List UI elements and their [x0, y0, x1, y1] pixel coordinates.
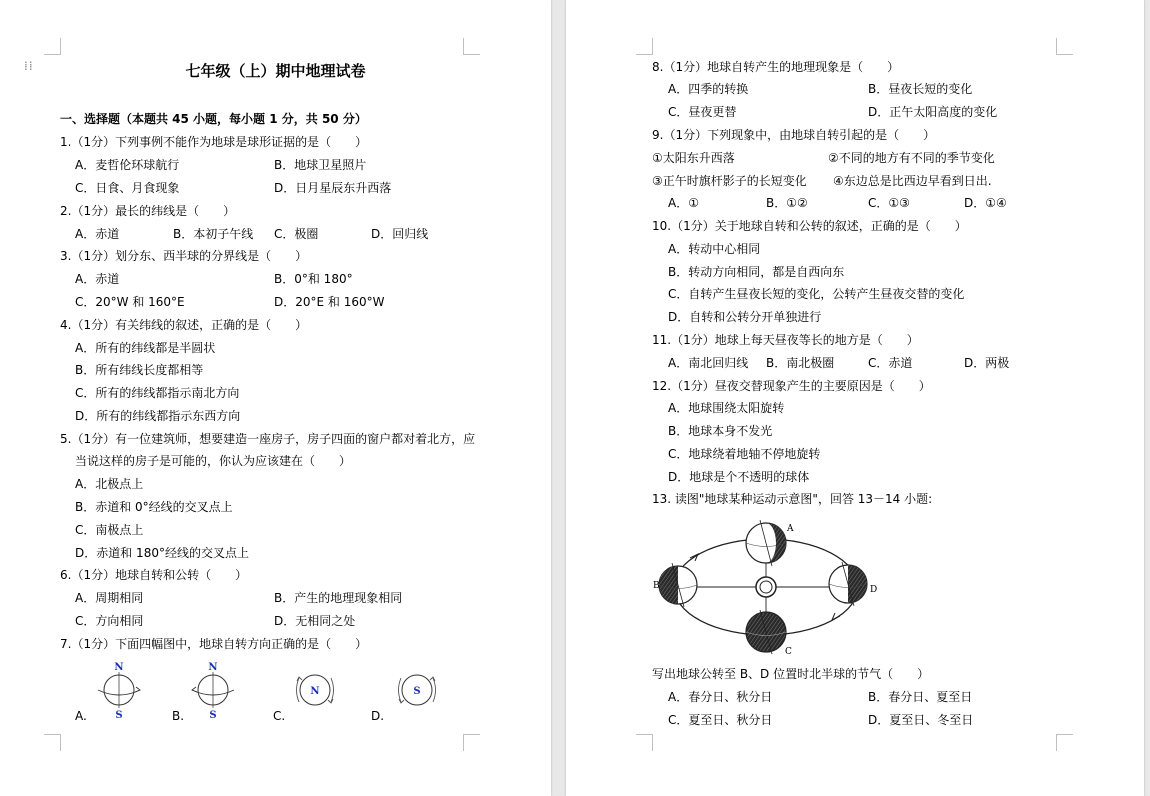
q9-option-d: D．①④ [964, 196, 1007, 210]
q3-option-a: A．赤道 [75, 272, 120, 286]
q7-figure-a [94, 660, 144, 720]
south-label: S [209, 710, 217, 720]
q5-option-d: D．赤道和 180°经线的交叉点上 [75, 546, 249, 560]
q5-option-b: B．赤道和 0°经线的交叉点上 [75, 500, 233, 514]
q6-option-b: B．产生的地理现象相同 [274, 591, 403, 605]
question-2-stem: 2.（1分）最长的纬线是（ ） [60, 204, 236, 218]
q3-option-d: D．20°E 和 160°W [274, 295, 385, 309]
question-9-stem: 9.（1分）下列现象中，由地球自转引起的是（ ） [652, 128, 936, 142]
q6-option-c: C．方向相同 [75, 614, 144, 628]
north-label: N [114, 662, 124, 673]
corner-mark [1056, 734, 1073, 751]
label-c: C [785, 647, 792, 657]
q7-option-a: A. [75, 709, 87, 723]
q9-option-b: B．①② [766, 196, 808, 210]
q8-option-d: D．正午太阳高度的变化 [868, 105, 998, 119]
q7-figure-b [188, 660, 238, 720]
q7-option-d: D. [371, 709, 385, 723]
q12-option-b: B．地球本身不发光 [668, 424, 773, 438]
q5-option-c: C．南极点上 [75, 523, 144, 537]
q13-option-d: D．夏至日、冬至日 [868, 713, 974, 727]
sun-icon [756, 577, 776, 597]
q13-option-c: C．夏至日、秋分日 [668, 713, 773, 727]
q11-option-a: A．南北回归线 [668, 356, 749, 370]
q12-option-d: D．地球是个不透明的球体 [668, 470, 810, 484]
page-right [566, 0, 1144, 796]
south-label: S [115, 710, 123, 720]
q4-option-a: A．所有的纬线都是半圆状 [75, 341, 216, 355]
q8-option-a: A．四季的转换 [668, 82, 749, 96]
q9-statement-4: ④东边总是比西边早看到日出. [833, 174, 992, 188]
page-left [0, 0, 551, 796]
q9-option-c: C．①③ [868, 196, 910, 210]
q7-option-c: C. [273, 709, 286, 723]
earth-position-b [653, 563, 697, 607]
q10-option-d: D．自转和公转分开单独进行 [668, 310, 822, 324]
q6-option-a: A．周期相同 [75, 591, 144, 605]
q2-option-c: C．极圈 [274, 227, 319, 241]
corner-mark [1056, 38, 1073, 55]
q9-option-a: A．① [668, 196, 699, 210]
q2-option-d: D．回归线 [371, 227, 429, 241]
q3-option-c: C．20°W 和 160°E [75, 295, 185, 309]
corner-mark [463, 734, 480, 751]
question-5-stem-cont: 当说这样的房子是可能的，你认为应该建在（ ） [75, 454, 352, 468]
question-13-stem: 13. 读图"地球某种运动示意图"，回答 13－14 小题: [652, 492, 933, 506]
question-12-stem: 12.（1分）昼夜交替现象产生的主要原因是（ ） [652, 379, 931, 393]
q1-option-b: B．地球卫星照片 [274, 158, 367, 172]
drag-handle-icon[interactable]: ⁞⁞ [24, 59, 34, 73]
q11-option-b: B．南北极圈 [766, 356, 835, 370]
q13-subquestion: 写出地球公转至 B、D 位置时北半球的节气（ ） [652, 667, 930, 681]
q1-option-a: A．麦哲伦环球航行 [75, 158, 180, 172]
section-heading: 一、选择题（本题共 45 小题，每小题 1 分，共 50 分） [60, 112, 367, 126]
question-5-stem: 5.（1分）有一位建筑师，想要建造一座房子，房子四面的窗户都对着北方，应 [60, 432, 476, 446]
corner-mark [636, 734, 653, 751]
q10-option-b: B．转动方向相同，都是自西向东 [668, 265, 845, 279]
q2-option-a: A．赤道 [75, 227, 120, 241]
q7-option-b: B. [172, 709, 185, 723]
question-10-stem: 10.（1分）关于地球自转和公转的叙述，正确的是（ ） [652, 219, 967, 233]
q5-option-a: A．北极点上 [75, 477, 144, 491]
q1-option-c: C．日食、月食现象 [75, 181, 180, 195]
label-b: B [653, 581, 660, 591]
q13-option-a: A．春分日、秋分日 [668, 690, 773, 704]
label-a: A [787, 524, 794, 534]
north-label: N [310, 686, 320, 697]
label-d: D [870, 585, 878, 595]
q9-statement-1: ①太阳东升西落 [652, 151, 735, 165]
corner-mark [463, 38, 480, 55]
corner-mark [44, 38, 61, 55]
q8-option-c: C．昼夜更替 [668, 105, 737, 119]
q13-option-b: B．春分日、夏至日 [868, 690, 973, 704]
q9-statement-3: ③正午时旗杆影子的长短变化 [652, 174, 807, 188]
earth-position-c [746, 610, 792, 657]
north-label: N [208, 662, 218, 673]
q12-option-a: A．地球围绕太阳旋转 [668, 401, 785, 415]
earth-position-a [746, 520, 794, 566]
question-7-stem: 7.（1分）下面四幅图中，地球自转方向正确的是（ ） [60, 637, 368, 651]
q10-option-a: A．转动中心相同 [668, 242, 761, 256]
question-11-stem: 11.（1分）地球上每天昼夜等长的地方是（ ） [652, 333, 919, 347]
corner-mark [44, 734, 61, 751]
q8-option-b: B．昼夜长短的变化 [868, 82, 973, 96]
corner-mark [636, 38, 653, 55]
q9-statement-2: ②不同的地方有不同的季节变化 [828, 151, 995, 165]
q6-option-d: D．无相同之处 [274, 614, 356, 628]
q11-option-d: D．两极 [964, 356, 1010, 370]
q7-figure-d [392, 660, 442, 720]
south-label: S [413, 686, 421, 697]
q4-option-b: B．所有纬线长度都相等 [75, 363, 204, 377]
q12-option-c: C．地球绕着地轴不停地旋转 [668, 447, 821, 461]
earth-position-d [829, 562, 877, 606]
question-1-stem: 1.（1分）下列事例不能作为地球是球形证据的是（ ） [60, 135, 368, 149]
page-title: 七年级（上）期中地理试卷 [185, 62, 366, 80]
q4-option-c: C．所有的纬线都指示南北方向 [75, 386, 240, 400]
q11-option-c: C．赤道 [868, 356, 913, 370]
q7-figure-c [290, 660, 340, 720]
question-6-stem: 6.（1分）地球自转和公转（ ） [60, 568, 248, 582]
q10-option-c: C．自转产生昼夜长短的变化，公转产生昼夜交替的变化 [668, 287, 965, 301]
question-8-stem: 8.（1分）地球自转产生的地理现象是（ ） [652, 60, 900, 74]
q3-option-b: B．0°和 180° [274, 272, 353, 286]
q2-option-b: B．本初子午线 [173, 227, 254, 241]
earth-orbit-diagram [650, 514, 880, 660]
question-3-stem: 3.（1分）划分东、西半球的分界线是（ ） [60, 249, 308, 263]
q1-option-d: D．日月星辰东升西落 [274, 181, 392, 195]
q4-option-d: D．所有的纬线都指示东西方向 [75, 409, 241, 423]
question-4-stem: 4.（1分）有关纬线的叙述，正确的是（ ） [60, 318, 308, 332]
